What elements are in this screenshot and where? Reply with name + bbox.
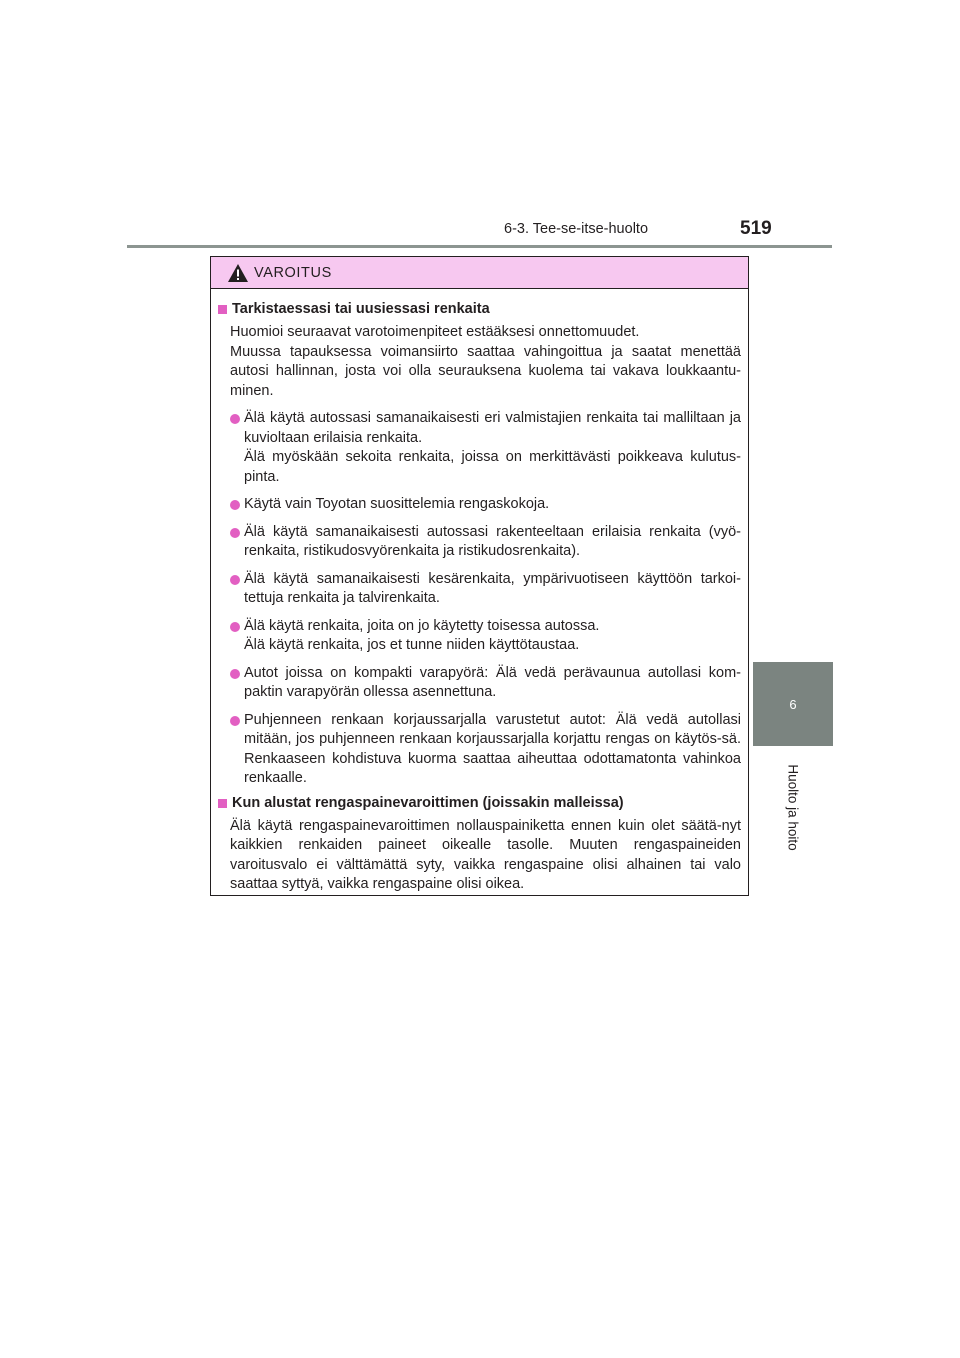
- square-bullet-icon: [218, 305, 227, 314]
- bullet-text: Älä käytä samanaikaisesti kesärenkaita, ympärivuotiseen käyttöön tarkoi-tettuja renkaita ja talvirenkaita.: [244, 570, 741, 606]
- page-number: 519: [740, 218, 772, 239]
- section-heading-text: Tarkistaessasi tai uusiessasi renkaita: [232, 301, 490, 317]
- bullet-text: Autot joissa on kompakti varapyörä: Älä vedä perävaunua autollasi kom-paktin varapyörän ollessa asennettuna.: [244, 664, 741, 700]
- bullet-dot-icon: [230, 716, 240, 726]
- bullet-dot-icon: [230, 669, 240, 679]
- bullet-text: Käytä vain Toyotan suosittelemia rengaskokoja.: [244, 496, 550, 512]
- header-divider: [127, 245, 832, 248]
- bullet-text: Älä käytä autossasi samanaikaisesti eri valmistajien renkaita tai malliltaan ja kuvioltaan erilaisia renkaita.: [244, 410, 741, 446]
- bullet-dot-icon: [230, 528, 240, 538]
- intro-paragraph: [230, 323, 741, 401]
- bullet-dot-icon: [230, 500, 240, 510]
- warning-body: [211, 289, 748, 895]
- bullet-item: [230, 523, 741, 562]
- bullet-text: Älä käytä renkaita, jos et tunne niiden käyttötaustaa.: [244, 637, 580, 653]
- bullet-dot-icon: [230, 414, 240, 424]
- bullet-text: Älä käytä renkaita, joita on jo käytetty toisessa autossa.: [244, 617, 600, 634]
- header-section-title: 6-3. Tee-se-itse-huolto: [504, 221, 649, 237]
- section-heading-text: Kun alustat rengaspainevaroittimen (joissakin malleissa): [232, 794, 624, 811]
- warning-box: [210, 256, 749, 896]
- chapter-label-text: Huolto ja hoito: [785, 763, 801, 851]
- section-heading: [218, 300, 741, 319]
- bullet-item: [230, 495, 741, 515]
- intro-line: Huomioi seuraavat varotoimenpiteet estääksesi onnettomuudet.: [230, 324, 640, 340]
- bullet-item: [230, 711, 741, 789]
- bullet-item: [230, 664, 741, 703]
- square-bullet-icon: [218, 799, 227, 808]
- chapter-tab: [753, 662, 833, 746]
- bullet-item: [230, 409, 741, 487]
- section-paragraph: Älä käytä rengaspainevaroittimen nollauspainiketta ennen kuin olet säätä-nyt kaikkien renkaiden paineet oikealle tasolle. Muuten rengaspaineiden varoitusvalo ei välttämättä syty, vaikka rengaspaine olisi alhainen tai valo saattaa syttyä, vaikka rengaspaine olisi oikea.: [230, 817, 741, 892]
- bullet-dot-icon: [230, 575, 240, 585]
- intro-line: Muussa tapauksessa voimansiirto saattaa vahingoittua ja saatat menettää autosi hallinnan, josta voi olla seurauksena kuolema tai vakava loukkaantu-minen.: [230, 343, 741, 399]
- bullet-text: Älä käytä samanaikaisesti autossasi rakenteeltaan erilaisia renkaita (vyö-renkaita, ristikudosvyörenkaita ja ristikudosrenkaita).: [244, 523, 741, 559]
- bullet-dot-icon: [230, 622, 240, 632]
- bullet-text: Puhjenneen renkaan korjaussarjalla varustetut autot: Älä vedä autollasi mitään, jos puhjenneen renkaan korjaussarjalla korjattu rengas on käytös-sä. Renkaaseen kohdistuva kuorma saattaa aiheuttaa odottamatonta vahinkoa renkaalle.: [244, 711, 741, 786]
- bullet-text: Älä myöskään sekoita renkaita, joissa on merkittävästi poikkeava kulutus-pinta.: [244, 449, 741, 485]
- warning-title: VAROITUS: [254, 264, 332, 281]
- chapter-number: 6: [789, 696, 797, 712]
- section-heading: [218, 794, 741, 813]
- warning-triangle-icon: [227, 263, 249, 283]
- chapter-label: [753, 752, 833, 862]
- bullet-item: [230, 617, 741, 656]
- bullet-item: [230, 570, 741, 609]
- warning-header: [211, 257, 748, 289]
